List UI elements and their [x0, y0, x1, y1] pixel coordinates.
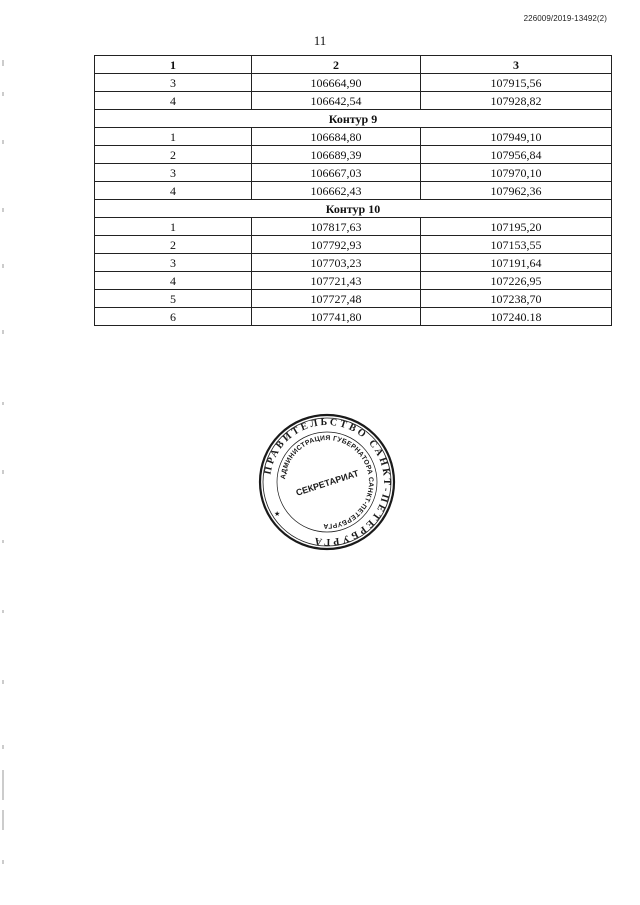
- table-row: [95, 92, 612, 110]
- point-number: 3: [95, 164, 252, 182]
- y-coordinate: 107949,10: [421, 128, 612, 146]
- x-coordinate: 107721,43: [252, 272, 421, 290]
- y-coordinate: 107915,56: [421, 74, 612, 92]
- x-coordinate: 106689,39: [252, 146, 421, 164]
- table-row: [95, 218, 612, 236]
- point-number: 4: [95, 272, 252, 290]
- table-row: [95, 272, 612, 290]
- table-row: [95, 290, 612, 308]
- x-coordinate: 107817,63: [252, 218, 421, 236]
- point-number: 3: [95, 74, 252, 92]
- seal-inner-text: АДМИНИСТРАЦИЯ ГУБЕРНАТОРА САНКТ-ПЕТЕРБУРГА: [280, 434, 375, 530]
- y-coordinate: 107962,36: [421, 182, 612, 200]
- y-coordinate: 107238,70: [421, 290, 612, 308]
- section-header-row: [95, 200, 612, 218]
- point-number: 6: [95, 308, 252, 326]
- table-row: [95, 146, 612, 164]
- x-coordinate: 107792,93: [252, 236, 421, 254]
- point-number: 2: [95, 236, 252, 254]
- x-coordinate: 107703,23: [252, 254, 421, 272]
- table-row: [95, 128, 612, 146]
- x-coordinate: 106667,03: [252, 164, 421, 182]
- y-coordinate: 107226,95: [421, 272, 612, 290]
- official-seal-stamp: [257, 412, 397, 552]
- star-icon: ★: [274, 510, 281, 518]
- x-coordinate: 106664,90: [252, 74, 421, 92]
- y-coordinate: 107928,82: [421, 92, 612, 110]
- x-coordinate: 107727,48: [252, 290, 421, 308]
- section-title-kontur-10: Контур 10: [95, 200, 612, 218]
- y-coordinate: 107956,84: [421, 146, 612, 164]
- point-number: 5: [95, 290, 252, 308]
- x-coordinate: 106662,43: [252, 182, 421, 200]
- column-header-point: 1: [95, 56, 252, 74]
- table-row: [95, 164, 612, 182]
- section-title-kontur-9: Контур 9: [95, 110, 612, 128]
- table-row: [95, 182, 612, 200]
- section-header-row: [95, 110, 612, 128]
- y-coordinate: 107970,10: [421, 164, 612, 182]
- y-coordinate: 107195,20: [421, 218, 612, 236]
- column-header-y: 3: [421, 56, 612, 74]
- document-registration-number: 226009/2019-13492(2): [523, 14, 607, 23]
- table-row: [95, 236, 612, 254]
- seal-center-text: СЕКРЕТАРИАТ: [294, 468, 360, 498]
- y-coordinate: 107191,64: [421, 254, 612, 272]
- point-number: 1: [95, 218, 252, 236]
- table-row: [95, 74, 612, 92]
- table-row: [95, 254, 612, 272]
- y-coordinate: 107240.18: [421, 308, 612, 326]
- x-coordinate: 107741,80: [252, 308, 421, 326]
- column-header-x: 2: [252, 56, 421, 74]
- point-number: 4: [95, 182, 252, 200]
- point-number: 3: [95, 254, 252, 272]
- point-number: 4: [95, 92, 252, 110]
- y-coordinate: 107153,55: [421, 236, 612, 254]
- coordinates-table: [94, 55, 612, 326]
- x-coordinate: 106684,80: [252, 128, 421, 146]
- point-number: 2: [95, 146, 252, 164]
- point-number: 1: [95, 128, 252, 146]
- seal-outer-text: ПРАВИТЕЛЬСТВО САНКТ-ПЕТЕРБУРГА: [262, 416, 393, 548]
- table-row: [95, 308, 612, 326]
- table-header-row: [95, 56, 612, 74]
- x-coordinate: 106642,54: [252, 92, 421, 110]
- page-number: 11: [313, 33, 327, 48]
- scan-edge-marks: [0, 0, 12, 905]
